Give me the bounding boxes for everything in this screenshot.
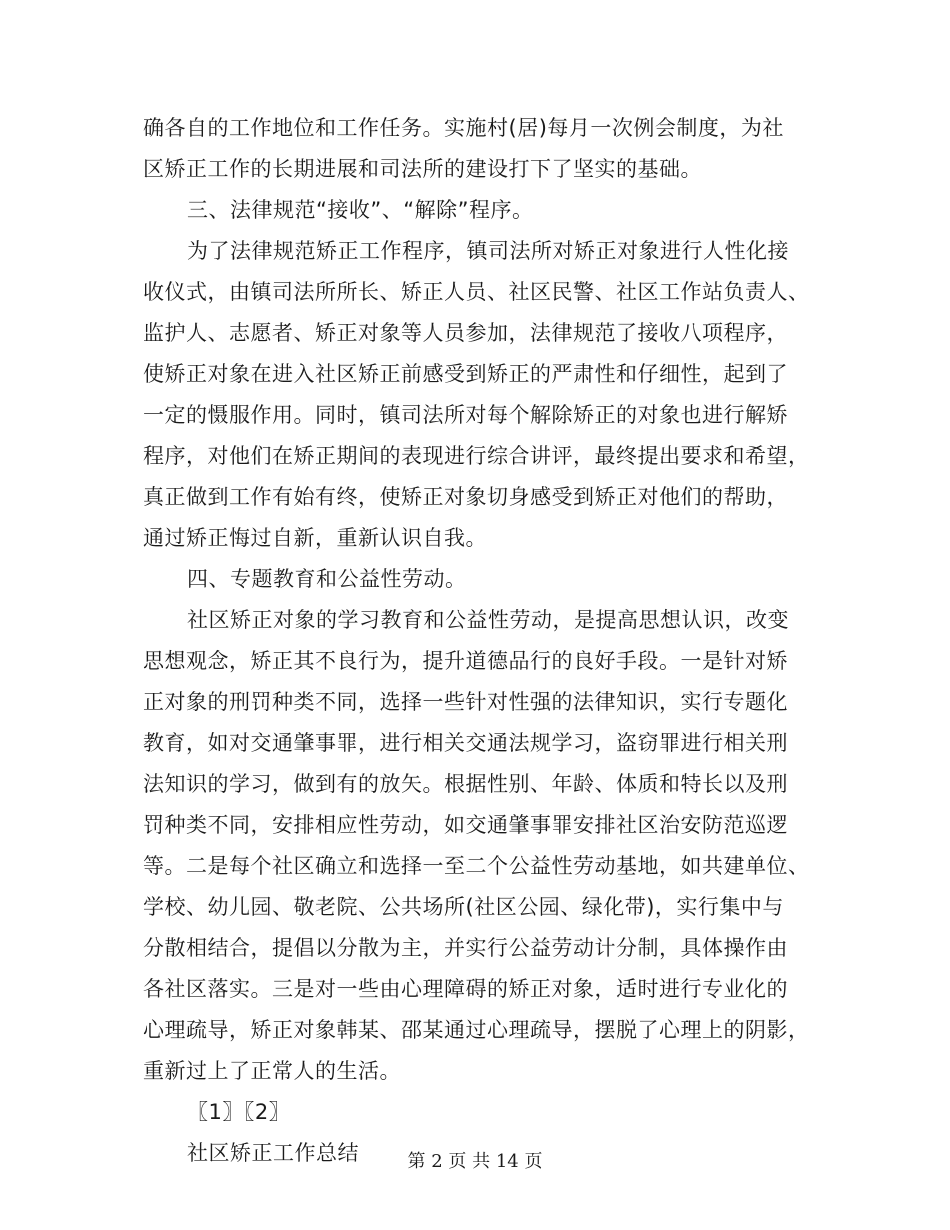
section-heading: 三、法律规范“接收”、“解除”程序。: [187, 198, 534, 222]
document-title-line: 社区矫正工作总结: [187, 1141, 359, 1165]
text-line: 教育，如对交通肇事罪，进行相关交通法规学习，盗窃罪进行相关刑: [143, 731, 788, 755]
text-line: 程序，对他们在矫正期间的表现进行综合讲评，最终提出要求和希望，: [143, 444, 810, 468]
text-line: 为了法律规范矫正工作程序，镇司法所对矫正对象进行人性化接: [187, 239, 789, 263]
text-line: 区矫正工作的长期进展和司法所的建设打下了坚实的基础。: [143, 157, 702, 181]
text-line: 思想观念，矫正其不良行为，提升道德品行的良好手段。一是针对矫: [143, 649, 788, 673]
text-line: 学校、幼儿园、敬老院、公共场所(社区公园、绿化带)，实行集中与: [143, 895, 784, 919]
text-line: 罚种类不同，安排相应性劳动，如交通肇事罪安排社区治安防范巡逻: [143, 813, 788, 837]
text-line: 一定的慑服作用。同时，镇司法所对每个解除矫正的对象也进行解矫: [143, 403, 788, 427]
text-line: 等。二是每个社区确立和选择一至二个公益性劳动基地，如共建单位、: [143, 854, 810, 878]
text-line: 社区矫正对象的学习教育和公益性劳动，是提高思想认识，改变: [187, 608, 789, 632]
text-line: 通过矫正悔过自新，重新认识自我。: [143, 526, 487, 550]
document-body: [143, 108, 823, 1174]
text-line: 心理疏导，矫正对象韩某、邵某通过心理疏导，摆脱了心理上的阴影，: [143, 1018, 810, 1042]
text-line: 正对象的刑罚种类不同，选择一些针对性强的法律知识，实行专题化: [143, 690, 788, 714]
text-line: 监护人、志愿者、矫正对象等人员参加，法律规范了接收八项程序，: [143, 321, 788, 345]
text-line: 各社区落实。三是对一些由心理障碍的矫正对象，适时进行专业化的: [143, 977, 788, 1001]
text-line: 重新过上了正常人的生活。: [143, 1059, 401, 1083]
text-line: 收仪式，由镇司法所所长、矫正人员、社区民警、社区工作站负责人、: [143, 280, 810, 304]
text-line: 使矫正对象在进入社区矫正前感受到矫正的严肃性和仔细性，起到了: [143, 362, 788, 386]
page-links[interactable]: 〖1〗〖2〗: [187, 1100, 291, 1124]
page-number-footer: 第 2 页 共 14 页: [407, 1151, 543, 1172]
section-heading: 四、专题教育和公益性劳动。: [187, 567, 467, 591]
text-line: 法知识的学习，做到有的放矢。根据性别、年龄、体质和特长以及刑: [143, 772, 788, 796]
text-line: 分散相结合，提倡以分散为主，并实行公益劳动计分制，具体操作由: [143, 936, 788, 960]
text-line: 确各自的工作地位和工作任务。实施村(居)每月一次例会制度，为社: [143, 116, 784, 140]
text-line: 真正做到工作有始有终，使矫正对象切身感受到矫正对他们的帮助，: [143, 485, 788, 509]
